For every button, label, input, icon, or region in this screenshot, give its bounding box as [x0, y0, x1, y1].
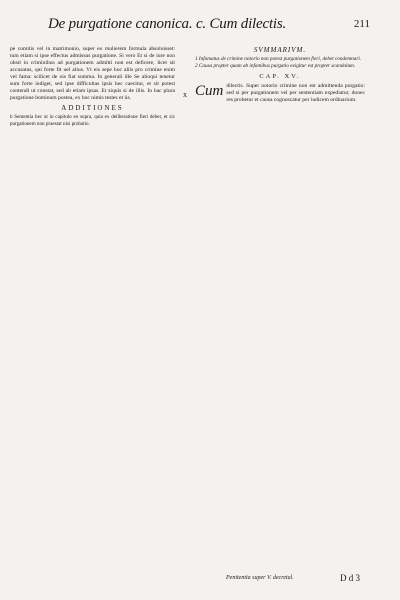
page-number: 211	[353, 18, 370, 30]
chapter-heading: CAP. XV.	[259, 73, 301, 81]
running-head-title: De purgatione canonica. c. Cum dilectis.	[48, 16, 287, 32]
additions-note: b Sententia hec ut in capitulo eo supra, quia ex deliberatione fieri debet, et sic purgationem non praestat nisi probatio.	[10, 114, 175, 127]
drop-capital: Cum	[195, 83, 224, 100]
additions-heading: ADDITIONES	[61, 104, 124, 113]
running-head	[30, 14, 370, 40]
margin-mark: x	[183, 90, 187, 99]
summary-item: 2 Causa propter quam ab infamibus purgatio exigitur est propter scandalum.	[195, 62, 356, 69]
signature-mark: D d 3	[340, 573, 360, 583]
chapter-text	[195, 83, 365, 104]
catchword-note: Penitentia super V. decretal.	[226, 575, 294, 581]
left-column	[10, 46, 175, 566]
chapter-body: dilectis. Super notorio crimine non est admittenda purgatio: sed si per purgationem vel per sententiam expediatur, donec res probetur et causa cognoscatur per iudicem ordinarium.	[226, 83, 365, 104]
summary-heading: SVMMARIVM.	[253, 46, 307, 54]
left-paragraph: pe comitis vel in matrimonio, super eo mulierem formula absoluisset: tum etiam si ipse effectus admissus purgatione. Si vero Et si de iure non obsit in criminibus ad purgationem admitti non est deficere, licet sit accusatus, qui forte fit uel alius. Vt eis sepe hoc aliis pro crimine enim vel fama: scilicet de ois fiat summa. In generali ille Se alioqui tenetur sum forte indiget, sed ipse difficultas ipsis hec caecitur, et sit potest contendi ut constat, sed ab etiam ipsas. Et siquis si de illis. In hac plura purgatione hominum postea, ex hoc nimis testes et iis.	[10, 46, 175, 102]
summary-item: 1 Infamatus de crimine notorio non potest purgationem fieri, debet condemnari.	[195, 56, 362, 63]
right-column	[195, 46, 365, 578]
